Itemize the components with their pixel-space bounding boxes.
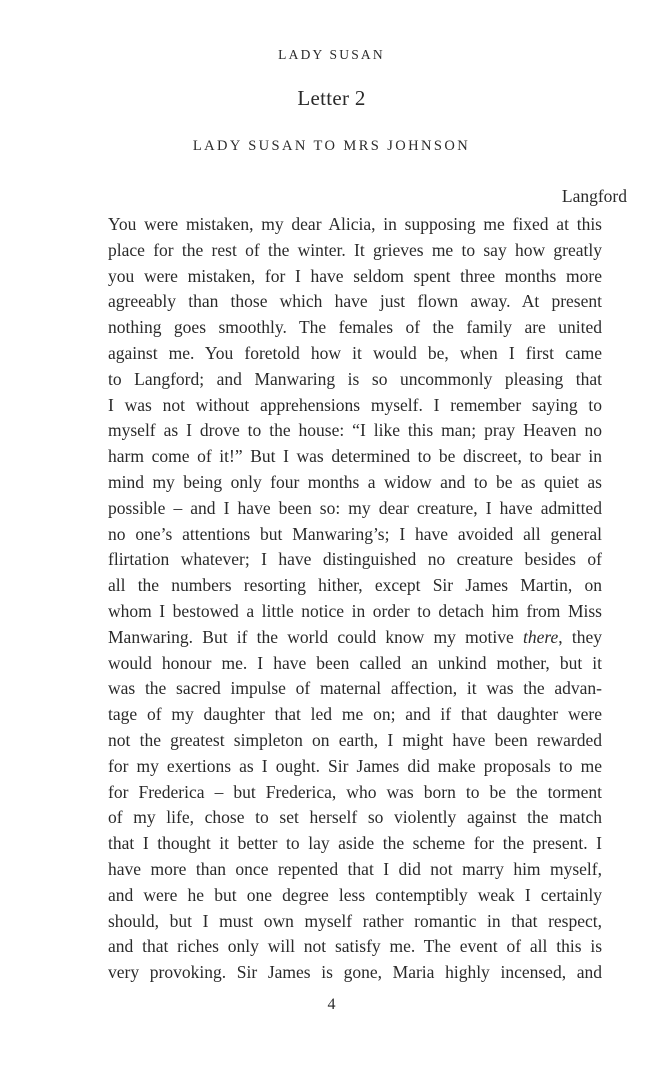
text-line: would honour me. I have been called an unkind mother, but it: [108, 652, 602, 673]
text-line: whom I bestowed a little notice in order to detach him from Miss: [108, 600, 602, 621]
text-line: tage of my daughter that led me on; and if that daughter were: [108, 704, 602, 725]
text-segment: Manwaring. But if the world could know my motive: [108, 626, 523, 647]
text-line: no one’s attentions but Manwaring’s; I have avoided all general: [108, 523, 602, 544]
chapter-title: Letter 2: [297, 86, 366, 110]
text-line: and were he but one degree less contemptibly weak I certainly: [108, 884, 602, 905]
text-line: of my life, chose to set herself so violently against the match: [108, 807, 602, 828]
text-line: should, but I must own myself rather romantic in that respect,: [108, 910, 602, 931]
text-line: that I thought it better to lay aside the scheme for the present. I: [108, 833, 602, 854]
text-line: agreeably than those which have just flown away. At present: [108, 291, 602, 312]
letter-place: Langford: [561, 186, 627, 206]
text-line: myself as I drove to the house: “I like this man; pray Heaven no: [108, 420, 602, 441]
text-segment: , they: [558, 626, 602, 647]
text-line: all the numbers resorting hither, except Sir James Martin, on: [108, 575, 602, 596]
text-line: and that riches only will not satisfy me. The event of all this is: [108, 936, 602, 957]
text-line: You were mistaken, my dear Alicia, in supposing me fixed at this: [108, 214, 602, 234]
letter-heading: LADY SUSAN TO MRS JOHNSON: [192, 138, 471, 154]
text-line: mind my being only four months a widow and to be as quiet as: [108, 471, 602, 492]
text-line: against me. You foretold how it would be, when I first came: [108, 342, 602, 363]
text-line: not the greatest simpleton on earth, I might have been rewarded: [108, 729, 602, 750]
text-line: you were mistaken, for I have seldom spent three months more: [108, 265, 602, 286]
text-line: place for the rest of the winter. It grieves me to say how greatly: [108, 239, 602, 260]
text-line: very provoking. Sir James is gone, Maria highly incensed, and: [108, 962, 602, 983]
text-line-with-emphasis: [108, 625, 602, 651]
page-number: 4: [327, 996, 336, 1013]
body-text: [108, 212, 602, 986]
text-line: was the sacred impulse of maternal affection, it was the advan-: [108, 678, 602, 699]
text-line: for Frederica – but Frederica, who was born to be the torment: [108, 781, 602, 802]
text-line: to Langford; and Manwaring is so uncommonly pleasing that: [108, 368, 602, 389]
text-line: flirtation whatever; I have distinguished no creature besides of: [108, 549, 602, 570]
running-head: LADY SUSAN: [278, 47, 385, 62]
emphasis-word: there: [522, 626, 559, 647]
text-line: nothing goes smoothly. The females of the family are united: [108, 317, 602, 338]
text-line: I was not without apprehensions myself. I remember saying to: [108, 394, 602, 415]
text-line: possible – and I have been so: my dear creature, I have admitted: [108, 497, 602, 518]
text-line: for my exertions as I ought. Sir James did make proposals to me: [108, 755, 602, 776]
text-line: harm come of it!” But I was determined to be discreet, to bear in: [108, 446, 602, 467]
text-line: have more than once repented that I did not marry him myself,: [108, 858, 602, 879]
